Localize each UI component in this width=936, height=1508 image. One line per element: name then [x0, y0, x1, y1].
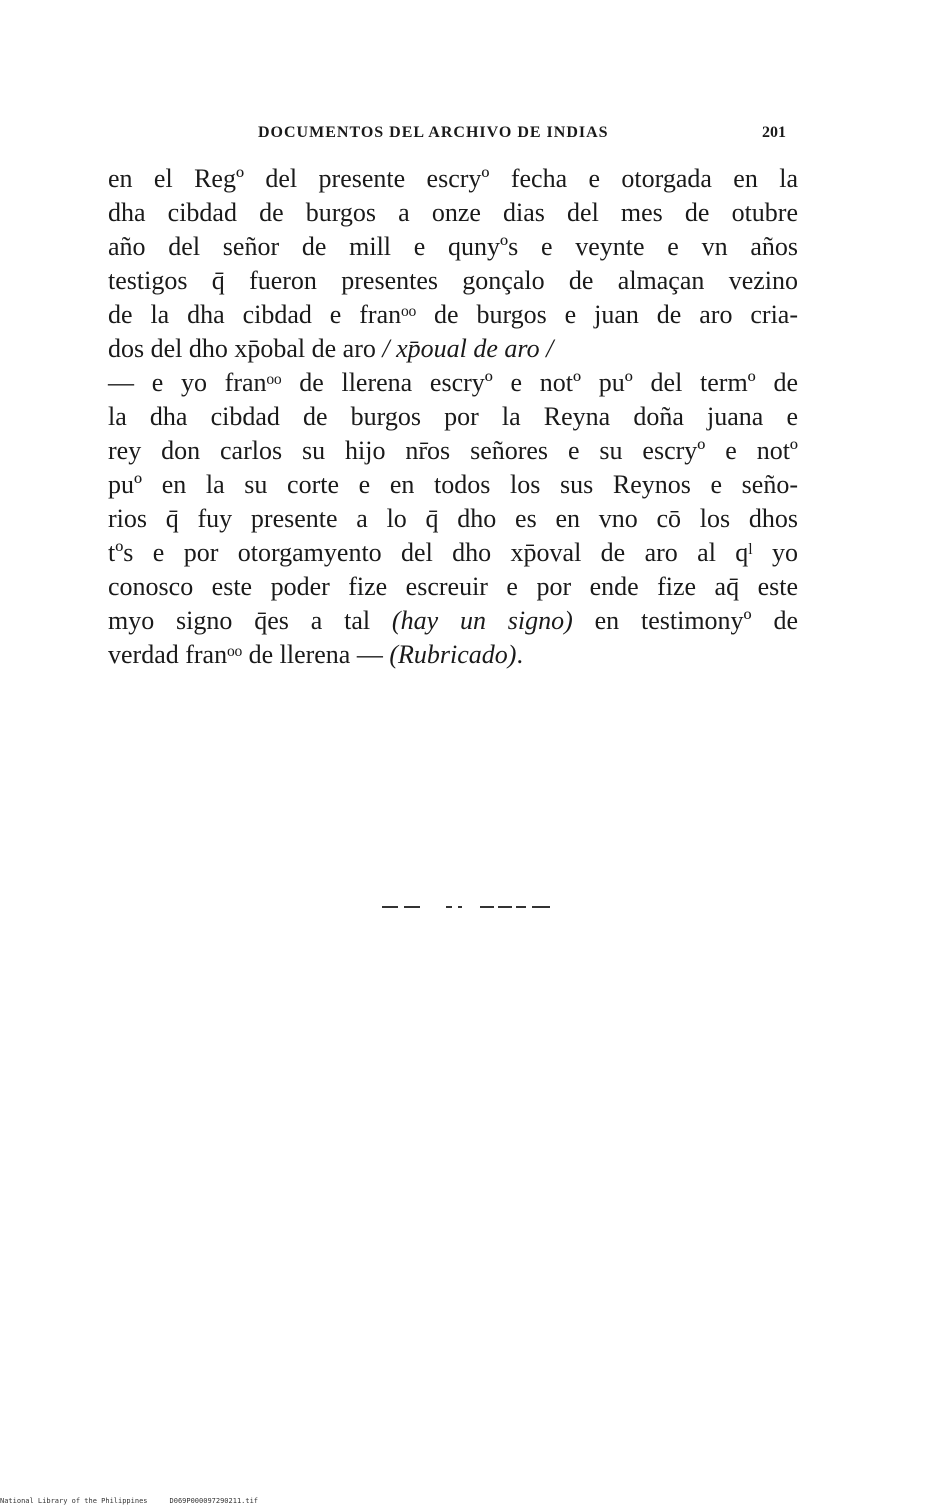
text-line: dos del dho xp̄obal de aro / xp̄oual de aro / [108, 334, 554, 363]
text-line: en el Regº del presente escryº fecha e otorgada en la [108, 164, 798, 193]
text-line: rios q̄ fuy presente a lo q̄ dho es en vno cō los dhos [108, 504, 798, 533]
text-line: rey don carlos su hijo nr̄os señores e su escryº e notº [108, 436, 798, 465]
text-line: la dha cibdad de burgos por la Reyna doña juana e [108, 402, 798, 431]
text-line: verdad franᵒᵒ de llerena — (Rubricado). [108, 640, 523, 669]
scan-footer [0, 1497, 258, 1505]
text-line: conosco este poder fize escreuir e por ende fize aq̄ este [108, 572, 798, 601]
text-line: puº en la su corte e en todos los sus Reynos e seño- [108, 470, 798, 499]
body-text [108, 162, 798, 672]
section-divider-ornament [382, 906, 550, 910]
text-line: tºs e por otorgamyento del dho xp̄oval de aro al qˡ yo [108, 538, 798, 567]
text-line: de la dha cibdad e franᵒᵒ de burgos e juan de aro cria- [108, 300, 798, 329]
italic-annotation: (hay un signo) [391, 606, 573, 635]
text-line: myo signo q̄es a tal (hay un signo) en testimonyº de [108, 606, 798, 635]
text-line: año del señor de mill e qunyºs e veynte e vn años [108, 232, 798, 261]
footer-file-id: D069P000097290211.tif [169, 1497, 259, 1505]
page-number: 201 [762, 124, 786, 141]
text-line: — e yo franᵒᵒ de llerena escryº e notº puº del termº de [108, 368, 798, 397]
running-head: DOCUMENTOS DEL ARCHIVO DE INDIAS [258, 124, 609, 141]
italic-annotation: (Rubricado) [389, 640, 517, 669]
italic-annotation: / xp̄oual de aro / [382, 334, 554, 363]
footer-library: National Library of the Philippines [0, 1497, 148, 1505]
text-line: testigos q̄ fueron presentes gonçalo de almaçan vezino [108, 266, 798, 295]
text-line: dha cibdad de burgos a onze dias del mes de otubre [108, 198, 798, 227]
